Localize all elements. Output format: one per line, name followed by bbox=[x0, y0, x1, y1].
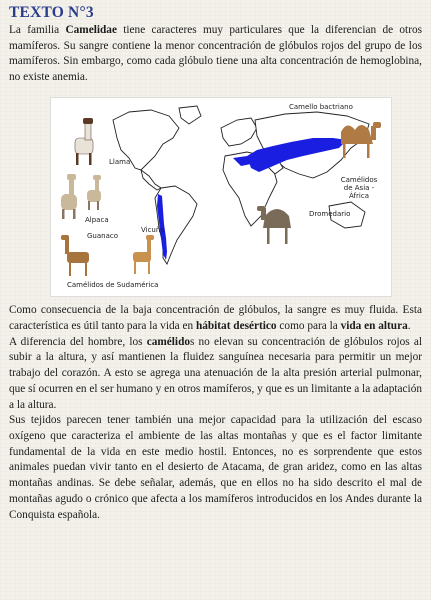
europe-outline bbox=[221, 118, 257, 146]
alpaca-illustration bbox=[61, 174, 101, 219]
p3-text: Sus tejidos parecen tener también una mejor capacidad para la utilización del escaso oxígeno que caracteriza el ambiente de las altas montañas y que es el factor limitante fundamental de la vida en este medio hostil. Entonces, no es sorprendente que estos animales puedan vivir tanto en el desierto de Atacama, de gran aridez, como en las altas montañas andinas. Se debe señalar, además, que en ellos no ha sido descrito el mal de montañas agudo o crónico que afecta a los mamíferos introducidos en los Andes durante la Conquista española. bbox=[9, 414, 422, 521]
intro-text: La familia bbox=[9, 24, 66, 36]
label-alpaca: Alpaca bbox=[85, 216, 109, 225]
greenland-outline bbox=[179, 106, 201, 124]
paragraph-3 bbox=[9, 413, 422, 523]
label-camelidos-sudamerica: Camélidos de Sudamérica bbox=[67, 281, 159, 290]
guanaco-illustration bbox=[61, 235, 89, 276]
label-dromedario: Dromedario bbox=[309, 210, 351, 219]
llama-illustration bbox=[75, 118, 93, 165]
label-vicuna: Vicuña bbox=[141, 226, 165, 235]
p1-text-cont: como para la bbox=[276, 320, 341, 333]
p2-bold-camelido: camélido bbox=[146, 335, 190, 348]
p2-text-cont: s no elevan su concentración de glóbulos rojos al subir a la altura, y así mantienen la fluidez sanguínea necesaria para permitir un mejor trabajo del corazón. A esto se agrega una atenuación de la alta presión arterial pulmonar, que sí ocurren en el ser humano y en otros mamíferos, y que es un limitante a la adaptación a la altura. bbox=[9, 335, 422, 411]
camelid-distribution-figure bbox=[50, 97, 392, 297]
p1-text: Como consecuencia de la baja concentración de glóbulos, la sangre es muy fluida. Esta característica es útil tanto para la vida en bbox=[9, 304, 422, 333]
intro-bold-term: Camelidae bbox=[65, 24, 117, 36]
p1-bold-altura: vida en altura bbox=[340, 320, 408, 333]
paragraph-1 bbox=[9, 303, 422, 334]
p1-text-end: . bbox=[407, 320, 411, 333]
label-guanaco: Guanaco bbox=[87, 232, 119, 241]
dromedary-illustration bbox=[257, 206, 291, 244]
label-camelidos-asia-africa: Camélidos de Asia - África bbox=[340, 176, 378, 201]
intro-text-cont: tiene caracteres muy particulares que la diferencian de otros mamíferos. Su sangre contiene la menor concentración de glóbulos rojos del grupo de los mamíferos. Sin embargo, como cada glóbulo tiene una alta concentración de hemoglobina, no existe anemia. bbox=[9, 24, 422, 83]
p2-text: A diferencia del hombre, los bbox=[9, 335, 147, 348]
label-llama: Llama bbox=[109, 158, 131, 167]
p1-bold-habitat: hábitat desértico bbox=[195, 320, 277, 333]
page-title: TEXTO N°3 bbox=[9, 4, 94, 21]
intro-paragraph bbox=[9, 23, 422, 85]
vicuna-illustration bbox=[133, 235, 154, 274]
label-camello-bactriano: Camello bactriano bbox=[289, 103, 353, 112]
central-america-outline bbox=[141, 170, 161, 190]
paragraph-2 bbox=[9, 335, 422, 414]
body-text bbox=[9, 303, 422, 523]
